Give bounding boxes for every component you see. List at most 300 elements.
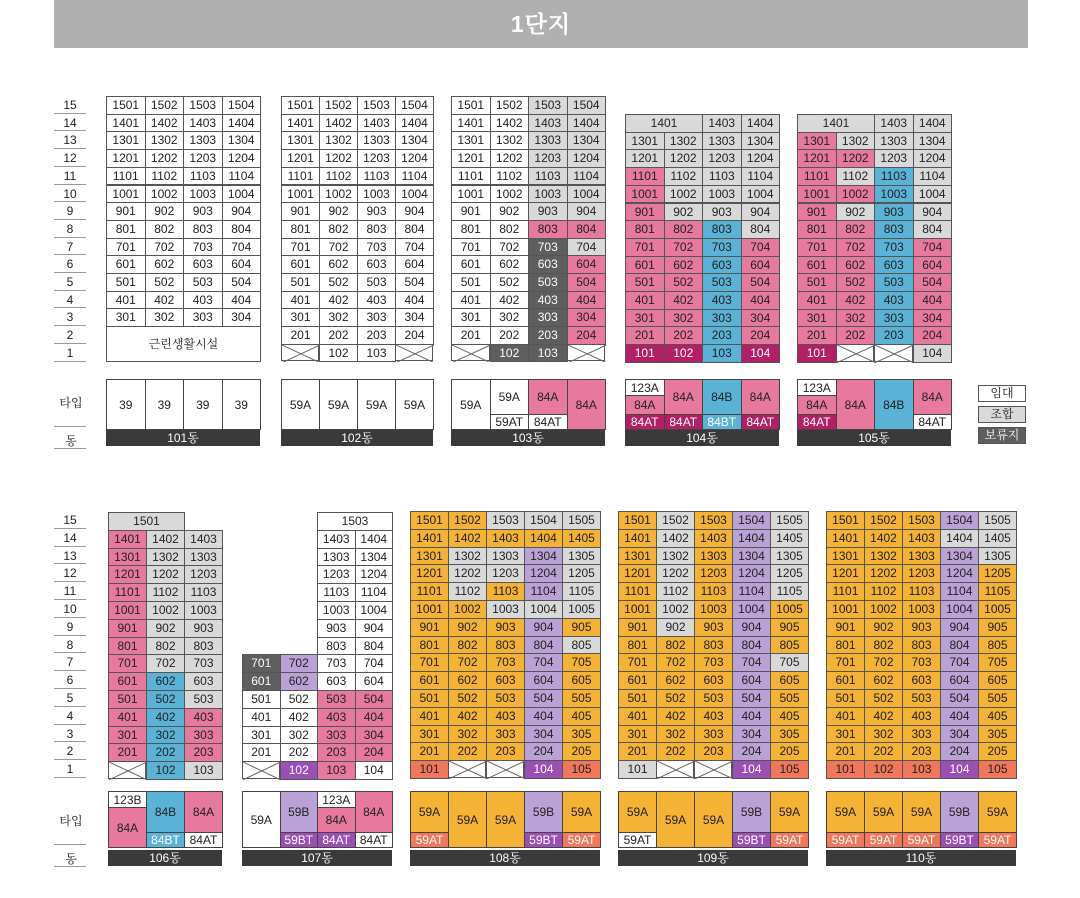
unit-cell: 302 — [864, 725, 903, 744]
unit-cell: 1402 — [864, 529, 903, 548]
unit-cell: 903 — [317, 619, 356, 638]
unit-cell: 1304 — [395, 131, 434, 150]
unit-cell: 102 — [864, 760, 903, 779]
unit-cell: 702 — [319, 238, 358, 257]
unit-cell: 404 — [567, 291, 607, 310]
unit-cell: 302 — [319, 308, 358, 327]
unit-cell: 1302 — [664, 132, 704, 151]
unit-cell: 204 — [913, 326, 953, 345]
floor-label: 11 — [63, 584, 77, 599]
floor-divider — [54, 113, 86, 114]
unit-cell: 1204 — [222, 149, 262, 168]
unit-cell: 1003 — [702, 185, 742, 204]
type-value: 59A — [448, 791, 487, 848]
floor-label: 7 — [66, 239, 74, 254]
unit-cell: 1301 — [618, 547, 657, 566]
unit-cell: 102 — [664, 344, 704, 363]
unit-cell: 303 — [357, 308, 396, 327]
unit-cell: 702 — [656, 653, 695, 672]
unit-cell: 402 — [836, 291, 876, 310]
unit-cell: 204 — [524, 742, 563, 761]
unit-cell: 1505 — [770, 511, 809, 530]
floor-label: 9 — [66, 619, 74, 634]
unit-cell: 1503 — [183, 96, 223, 115]
dong-name-bar: 108동 — [410, 850, 600, 866]
empty-unit-x — [656, 760, 694, 778]
unit-cell: 301 — [625, 309, 665, 328]
unit-cell: 703 — [317, 654, 356, 673]
unit-cell: 304 — [913, 309, 953, 328]
unit-cell: 103 — [317, 761, 356, 780]
unit-cell: 601 — [625, 256, 665, 275]
empty-unit-x — [567, 344, 606, 362]
unit-cell: 501 — [797, 273, 837, 292]
unit-cell: 804 — [732, 636, 771, 655]
unit-cell: 1002 — [146, 601, 185, 620]
type-sub-value: 59BT — [732, 832, 771, 848]
floor-divider — [54, 652, 86, 653]
unit-cell: 1004 — [940, 600, 979, 619]
unit-cell: 1502 — [490, 96, 530, 115]
unit-cell: 601 — [797, 256, 837, 275]
unit-cell: 1003 — [694, 600, 733, 619]
unit-cell: 502 — [864, 689, 903, 708]
label-divider — [54, 844, 86, 845]
unit-cell: 1404 — [395, 114, 434, 133]
unit-cell: 501 — [618, 689, 657, 708]
unit-cell: 1002 — [448, 600, 487, 619]
unit-cell: 1202 — [448, 564, 487, 583]
unit-cell: 1301 — [451, 131, 491, 150]
type-sub-value: 84AT — [625, 414, 665, 430]
unit-cell: 501 — [410, 689, 449, 708]
unit-cell: 401 — [242, 708, 281, 727]
unit-cell: 402 — [145, 291, 185, 310]
unit-cell: 302 — [146, 726, 185, 745]
unit-cell: 604 — [741, 256, 781, 275]
legend-item: 임대 — [978, 385, 1026, 402]
unit-cell: 1102 — [145, 167, 185, 186]
type-value: 39 — [106, 379, 146, 430]
unit-cell: 405 — [562, 707, 601, 726]
unit-cell: 802 — [664, 220, 704, 239]
unit-cell: 204 — [395, 326, 434, 345]
unit-cell: 1304 — [222, 131, 262, 150]
unit-cell: 1401 — [108, 530, 147, 549]
unit-cell: 701 — [451, 238, 491, 257]
unit-cell: 602 — [664, 256, 704, 275]
unit-cell: 801 — [451, 220, 491, 239]
unit-cell: 501 — [826, 689, 865, 708]
type-value: 123A — [797, 379, 837, 396]
unit-cell: 1404 — [567, 114, 607, 133]
unit-cell: 1004 — [913, 185, 953, 204]
unit-cell: 1004 — [741, 185, 781, 204]
unit-cell: 1104 — [222, 167, 262, 186]
floor-divider — [54, 272, 86, 273]
empty-unit-x — [242, 761, 280, 779]
unit-cell: 902 — [664, 203, 704, 222]
unit-cell: 501 — [451, 273, 491, 292]
unit-cell: 1104 — [741, 167, 781, 186]
unit-cell: 701 — [625, 238, 665, 257]
unit-cell: 1305 — [562, 547, 601, 566]
type-sub-value: 84AT — [355, 832, 394, 848]
unit-cell: 1405 — [770, 529, 809, 548]
type-sub-value: 59BT — [280, 832, 319, 848]
unit-cell: 602 — [319, 255, 358, 274]
unit-cell: 1205 — [978, 564, 1017, 583]
unit-cell: 503 — [694, 689, 733, 708]
unit-cell: 1403 — [874, 114, 914, 133]
unit-cell: 205 — [770, 742, 809, 761]
type-value: 84B — [702, 379, 742, 415]
unit-cell: 105 — [978, 760, 1017, 779]
type-value: 39 — [145, 379, 185, 430]
unit-cell: 601 — [451, 255, 491, 274]
unit-cell: 1501 — [618, 511, 657, 530]
unit-cell: 302 — [836, 309, 876, 328]
unit-cell: 1001 — [797, 185, 837, 204]
unit-cell: 701 — [108, 654, 147, 673]
unit-cell: 503 — [528, 273, 568, 292]
unit-cell: 401 — [625, 291, 665, 310]
unit-cell: 1004 — [732, 600, 771, 619]
floor-label: 5 — [66, 275, 74, 289]
unit-cell: 1404 — [355, 530, 394, 549]
unit-cell: 1502 — [145, 96, 185, 115]
unit-cell: 1101 — [618, 582, 657, 601]
unit-cell: 303 — [702, 309, 742, 328]
unit-cell: 603 — [183, 255, 223, 274]
unit-cell: 402 — [664, 291, 704, 310]
unit-cell: 801 — [618, 636, 657, 655]
unit-cell: 103 — [902, 760, 941, 779]
unit-cell: 1003 — [486, 600, 525, 619]
unit-cell: 1504 — [524, 511, 563, 530]
unit-cell: 801 — [410, 636, 449, 655]
unit-cell: 704 — [355, 654, 394, 673]
unit-cell: 202 — [146, 743, 185, 762]
type-value: 59A — [978, 791, 1017, 833]
unit-cell: 704 — [395, 238, 434, 257]
unit-cell: 503 — [357, 273, 396, 292]
unit-cell: 1303 — [874, 132, 914, 151]
unit-cell: 302 — [145, 308, 185, 327]
unit-cell: 801 — [281, 220, 320, 239]
unit-cell: 903 — [357, 202, 396, 221]
floor-divider — [54, 254, 86, 255]
type-value: 59A — [864, 791, 903, 833]
unit-cell: 803 — [902, 636, 941, 655]
unit-cell: 1202 — [490, 149, 530, 168]
unit-cell: 102 — [490, 344, 530, 363]
unit-cell: 903 — [528, 202, 568, 221]
unit-cell: 102 — [319, 344, 358, 363]
unit-cell: 701 — [797, 238, 837, 257]
type-value: 59A — [242, 791, 281, 848]
unit-cell: 201 — [797, 326, 837, 345]
unit-cell: 203 — [528, 326, 568, 345]
unit-cell: 803 — [528, 220, 568, 239]
unit-cell: 104 — [741, 344, 781, 363]
unit-cell: 1101 — [108, 583, 147, 602]
type-sub-value: 59AT — [978, 832, 1017, 848]
legend-item: 조합 — [978, 406, 1026, 423]
floor-label: 15 — [63, 98, 77, 112]
unit-cell: 1204 — [940, 564, 979, 583]
unit-cell: 1203 — [702, 149, 742, 168]
floor-label: 3 — [66, 726, 74, 741]
type-value: 39 — [183, 379, 223, 430]
unit-cell: 902 — [864, 618, 903, 637]
unit-cell: 1004 — [567, 185, 607, 204]
unit-cell: 1004 — [355, 601, 394, 620]
unit-cell: 305 — [770, 725, 809, 744]
unit-cell: 1104 — [913, 167, 953, 186]
unit-cell: 201 — [410, 742, 449, 761]
unit-cell: 904 — [567, 202, 607, 221]
unit-cell: 101 — [410, 760, 449, 779]
unit-cell: 1101 — [625, 167, 665, 186]
floor-divider — [54, 166, 86, 167]
unit-cell: 402 — [864, 707, 903, 726]
unit-cell: 703 — [902, 653, 941, 672]
floor-label: 6 — [66, 257, 74, 272]
unit-cell: 1101 — [451, 167, 491, 186]
floor-divider — [54, 343, 86, 344]
unit-cell: 805 — [562, 636, 601, 655]
unit-cell: 1404 — [940, 529, 979, 548]
unit-cell: 904 — [524, 618, 563, 637]
type-value: 59B — [280, 791, 319, 833]
unit-cell: 1103 — [486, 582, 525, 601]
unit-cell: 1202 — [319, 149, 358, 168]
unit-cell: 103 — [528, 344, 568, 363]
unit-cell: 401 — [108, 708, 147, 727]
floor-divider — [54, 307, 86, 308]
unit-cell: 1503 — [902, 511, 941, 530]
unit-cell: 304 — [732, 725, 771, 744]
unit-cell: 1202 — [664, 149, 704, 168]
type-sub-value: 59AT — [562, 832, 601, 848]
unit-cell: 401 — [826, 707, 865, 726]
label-divider — [54, 866, 86, 867]
unit-cell: 601 — [106, 255, 146, 274]
unit-cell: 1404 — [524, 529, 563, 548]
type-sub-value: 84AT — [317, 832, 356, 848]
unit-cell: 702 — [490, 238, 530, 257]
unit-cell: 503 — [902, 689, 941, 708]
unit-cell: 704 — [567, 238, 607, 257]
unit-cell: 1102 — [448, 582, 487, 601]
dong-label: 동 — [65, 434, 77, 448]
unit-cell: 205 — [562, 742, 601, 761]
unit-cell: 602 — [145, 255, 185, 274]
unit-cell: 901 — [410, 618, 449, 637]
unit-cell: 305 — [978, 725, 1017, 744]
unit-cell: 703 — [357, 238, 396, 257]
unit-cell: 1403 — [528, 114, 568, 133]
type-value: 59A — [656, 791, 695, 848]
unit-cell: 804 — [913, 220, 953, 239]
unit-cell: 1003 — [902, 600, 941, 619]
floor-divider — [54, 184, 86, 185]
type-value: 59B — [732, 791, 771, 833]
unit-cell: 202 — [656, 742, 695, 761]
unit-cell: 601 — [281, 255, 320, 274]
unit-cell: 1202 — [656, 564, 695, 583]
unit-cell: 603 — [486, 671, 525, 690]
unit-cell: 502 — [836, 273, 876, 292]
unit-cell: 203 — [874, 326, 914, 345]
unit-cell: 303 — [874, 309, 914, 328]
unit-cell: 1304 — [355, 548, 394, 567]
unit-cell: 403 — [184, 708, 223, 727]
unit-cell: 705 — [770, 653, 809, 672]
unit-cell: 101 — [618, 760, 657, 779]
unit-cell: 1302 — [836, 132, 876, 151]
dong-name-bar: 104동 — [625, 430, 779, 446]
unit-cell: 1402 — [145, 114, 185, 133]
unit-cell: 303 — [902, 725, 941, 744]
floor-label: 1 — [66, 762, 74, 777]
unit-cell: 605 — [562, 671, 601, 690]
unit-cell: 1103 — [184, 583, 223, 602]
unit-cell: 1101 — [281, 167, 320, 186]
unit-cell: 204 — [567, 326, 607, 345]
unit-cell: 103 — [702, 344, 742, 363]
unit-cell: 301 — [451, 308, 491, 327]
unit-cell: 1301 — [826, 547, 865, 566]
floor-divider — [54, 617, 86, 618]
floor-label: 8 — [66, 637, 74, 652]
unit-cell: 702 — [280, 654, 319, 673]
unit-cell: 1403 — [694, 529, 733, 548]
type-value: 84B — [146, 791, 185, 833]
unit-cell: 1501 — [451, 96, 491, 115]
floor-label: 12 — [63, 566, 77, 581]
unit-cell: 904 — [940, 618, 979, 637]
unit-cell: 1005 — [770, 600, 809, 619]
unit-cell: 1401 — [410, 529, 449, 548]
unit-cell: 402 — [280, 708, 319, 727]
unit-cell: 1305 — [770, 547, 809, 566]
type-sub-value: 84AT — [184, 832, 223, 848]
unit-cell: 201 — [618, 742, 657, 761]
unit-cell: 1203 — [874, 149, 914, 168]
unit-cell: 702 — [836, 238, 876, 257]
type-value: 59A — [451, 379, 491, 430]
unit-cell: 502 — [656, 689, 695, 708]
unit-cell: 203 — [357, 326, 396, 345]
type-sub-value: 59AT — [618, 832, 657, 848]
unit-cell: 104 — [940, 760, 979, 779]
unit-cell: 701 — [618, 653, 657, 672]
unit-cell: 502 — [664, 273, 704, 292]
unit-cell: 1303 — [528, 131, 568, 150]
unit-cell: 403 — [902, 707, 941, 726]
type-value: 123A — [317, 791, 356, 808]
unit-cell: 903 — [702, 203, 742, 222]
unit-cell: 1403 — [702, 114, 742, 133]
unit-cell: 1501 — [281, 96, 320, 115]
unit-cell: 504 — [355, 690, 394, 709]
unit-cell: 502 — [448, 689, 487, 708]
unit-cell: 504 — [395, 273, 434, 292]
unit-cell: 903 — [902, 618, 941, 637]
unit-cell: 802 — [145, 220, 185, 239]
unit-cell: 1304 — [732, 547, 771, 566]
unit-cell: 605 — [770, 671, 809, 690]
unit-cell: 1103 — [317, 583, 356, 602]
unit-cell: 201 — [451, 326, 491, 345]
unit-cell: 503 — [874, 273, 914, 292]
floor-divider — [54, 635, 86, 636]
type-value: 84A — [797, 395, 837, 415]
unit-cell: 1203 — [528, 149, 568, 168]
unit-cell: 1303 — [184, 548, 223, 567]
unit-cell-merged: 1503 — [317, 512, 393, 531]
type-value: 84B — [874, 379, 914, 430]
unit-cell: 1003 — [874, 185, 914, 204]
unit-cell: 805 — [770, 636, 809, 655]
empty-unit-x — [694, 760, 732, 778]
unit-cell: 404 — [355, 708, 394, 727]
floor-divider — [54, 563, 86, 564]
unit-cell: 1303 — [694, 547, 733, 566]
unit-cell: 1403 — [184, 530, 223, 549]
unit-cell-merged: 1401 — [625, 114, 703, 133]
unit-cell: 702 — [448, 653, 487, 672]
unit-cell: 801 — [797, 220, 837, 239]
unit-cell: 1201 — [410, 564, 449, 583]
unit-cell: 1504 — [940, 511, 979, 530]
unit-cell: 505 — [562, 689, 601, 708]
unit-cell: 702 — [146, 654, 185, 673]
unit-cell: 301 — [797, 309, 837, 328]
unit-cell: 205 — [978, 742, 1017, 761]
unit-cell: 1101 — [826, 582, 865, 601]
unit-cell: 602 — [448, 671, 487, 690]
unit-cell: 1103 — [528, 167, 568, 186]
unit-cell: 1005 — [562, 600, 601, 619]
unit-cell: 1204 — [741, 149, 781, 168]
unit-cell: 1504 — [732, 511, 771, 530]
unit-cell: 301 — [826, 725, 865, 744]
floor-divider — [54, 670, 86, 671]
floor-label: 2 — [66, 744, 74, 759]
type-value: 123A — [625, 379, 665, 396]
floor-label: 8 — [66, 221, 74, 236]
unit-cell: 1002 — [145, 185, 185, 204]
unit-cell: 701 — [281, 238, 320, 257]
unit-cell: 501 — [106, 273, 146, 292]
unit-cell: 705 — [562, 653, 601, 672]
unit-cell: 204 — [741, 326, 781, 345]
type-value: 59A — [357, 379, 396, 430]
unit-cell: 504 — [940, 689, 979, 708]
unit-cell: 1403 — [317, 530, 356, 549]
unit-cell: 1103 — [357, 167, 396, 186]
floor-label: 4 — [66, 292, 74, 307]
unit-cell: 504 — [567, 273, 607, 292]
unit-cell: 1301 — [106, 131, 146, 150]
unit-cell: 1501 — [106, 96, 146, 115]
floor-label: 1 — [66, 345, 74, 360]
unit-cell: 502 — [280, 690, 319, 709]
unit-cell: 1505 — [978, 511, 1017, 530]
